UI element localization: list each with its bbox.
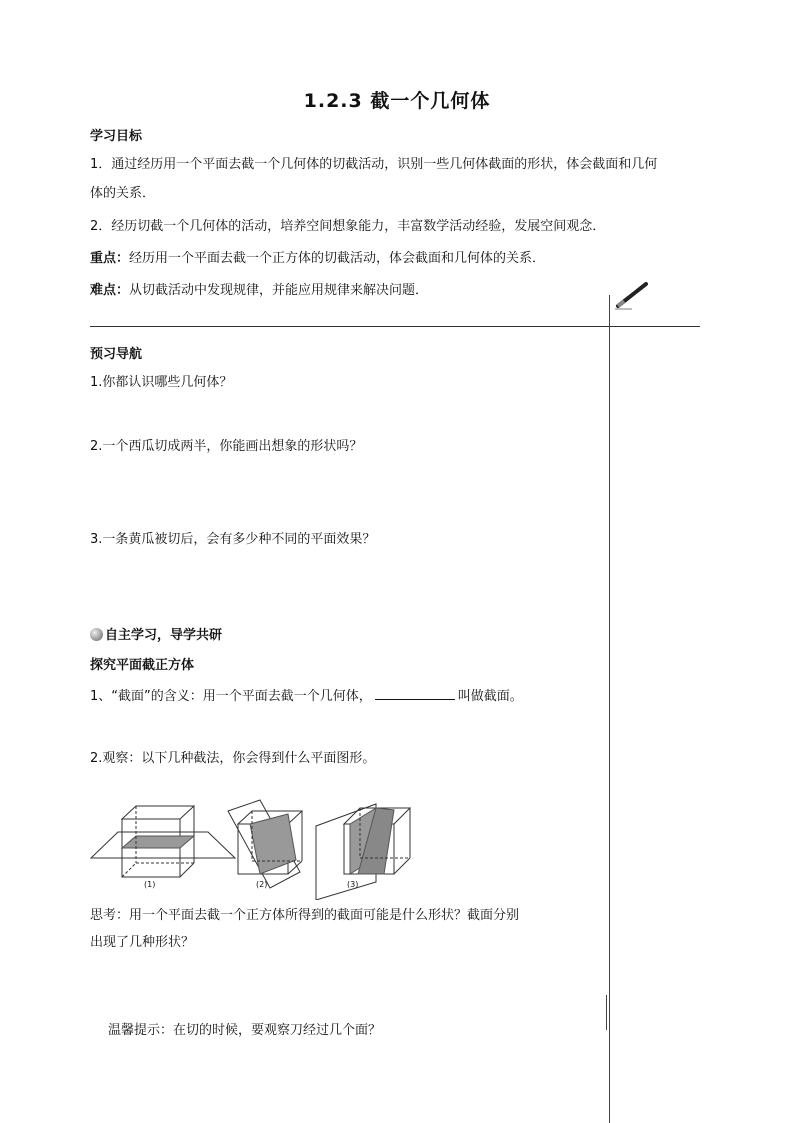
goals-heading: 学习目标 — [90, 129, 143, 144]
figure-label-1: (1) — [144, 880, 156, 889]
tip-text: 温馨提示：在切的时候，要观察刀经过几个面？ — [108, 1023, 382, 1038]
observe-instruction: 2.观察：以下几种截法，你会得到什么平面图形。 — [90, 751, 376, 766]
think-question-line-2: 出现了几种形状？ — [90, 935, 195, 950]
self-study-heading — [90, 624, 222, 643]
key-text: 经历用一个平面去截一个正方体的切截活动，体会截面和几何体的关系． — [129, 251, 546, 266]
goal-1-line-2: 体的关系． — [90, 186, 156, 201]
key-label: 重点： — [90, 251, 130, 266]
figure-label-2: (2) — [256, 880, 268, 889]
goal-1-line-1: 1．通过经历用一个平面去截一个几何体的切截活动，识别一些几何体截面的形状，体会截面和几何 — [90, 157, 658, 172]
figure-3-vertical-cut — [316, 804, 410, 900]
margin-line — [609, 295, 610, 1123]
goal-2: 2．经历切截一个几何体的活动，培养空间想象能力，丰富数学活动经验，发展空间观念． — [90, 219, 606, 234]
question-1: 1.你都认识哪些几何体？ — [90, 375, 233, 390]
pen-icon — [612, 280, 652, 312]
page-title: 1.2.3 截一个几何体 — [303, 90, 491, 112]
definition-suffix: 叫做截面。 — [457, 689, 523, 704]
definition-prefix: 1、“截面”的含义：用一个平面去截一个几何体， — [90, 689, 372, 704]
self-study-subheading: 探究平面截正方体 — [90, 658, 195, 673]
sphere-bullet-icon — [90, 628, 103, 641]
difficulty-label: 难点： — [90, 283, 130, 298]
self-study-heading-text: 自主学习，导学共研 — [105, 628, 223, 643]
figure-2-oblique-cut — [228, 800, 302, 888]
question-2: 2.一个西瓜切成两半，你能画出想象的形状吗？ — [90, 439, 363, 454]
figure-label-3: (3) — [347, 880, 359, 889]
margin-line-segment — [606, 995, 607, 1030]
key-point — [90, 248, 545, 270]
preview-heading: 预习导航 — [90, 347, 143, 362]
question-3: 3.一条黄瓜被切后，会有多少种不同的平面效果？ — [90, 532, 376, 547]
difficulty-text: 从切截活动中发现规律，并能应用规律来解决问题． — [129, 283, 429, 298]
difficulty-point — [90, 280, 428, 302]
answer-blank[interactable] — [375, 687, 455, 700]
figure-1-horizontal-cut — [91, 806, 235, 877]
think-question-line-1: 思考：用一个平面去截一个正方体所得到的截面可能是什么形状？截面分别 — [90, 908, 520, 923]
definition-line — [90, 686, 523, 708]
